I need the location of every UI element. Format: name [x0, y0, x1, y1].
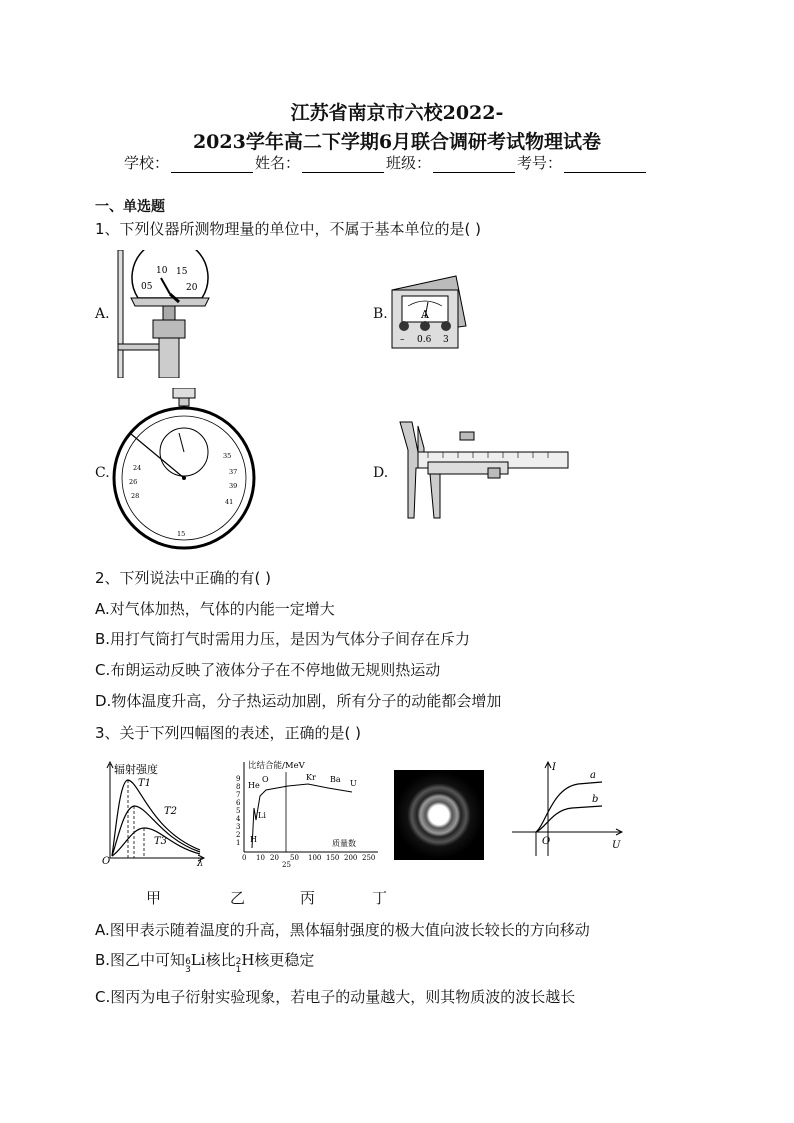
fig2-he: He: [248, 781, 260, 790]
fig4-origin: O: [542, 836, 551, 847]
fig-label-yi: 乙: [230, 889, 246, 907]
svg-text:26: 26: [129, 478, 138, 486]
fig2-xtick: 250: [362, 854, 376, 862]
fig1-xlabel: λ: [197, 858, 204, 866]
terminal-3: 3: [443, 335, 449, 345]
fig2-xtick: 0: [242, 854, 247, 862]
fig2-xlabel: 质量数: [332, 839, 356, 848]
fig1-t1: T1: [138, 778, 152, 789]
student-info: [124, 152, 648, 173]
caliper-image: [388, 418, 572, 526]
q3-nuclide-li: Li: [190, 951, 206, 969]
fig2-xtick: 150: [326, 854, 340, 862]
fig2-xtick: 20: [270, 854, 279, 862]
fig2-ytick: 4: [236, 815, 241, 823]
fig2-xmark: 25: [282, 861, 291, 868]
fig2-ytick: 7: [236, 791, 241, 799]
fig2-ytick: 2: [236, 831, 241, 839]
fig-label-bing: 丙: [300, 889, 316, 907]
q3-stem: 3、关于下列四幅图的表述，正确的是( ): [95, 724, 362, 742]
fig2-xtick: 200: [344, 854, 358, 862]
fig2-ylabel: 比结合能/MeV: [248, 761, 305, 771]
q1-stem: 1、下列仪器所测物理量的单位中，不属于基本单位的是( ): [95, 220, 482, 238]
fig1-origin: O: [102, 856, 111, 866]
fig-label-ding: 丁: [372, 889, 388, 907]
stopwatch-image: [111, 388, 259, 550]
svg-text:39: 39: [229, 482, 238, 490]
svg-text:10: 10: [156, 266, 168, 276]
fig-label-jia: 甲: [146, 889, 162, 907]
terminal-06: 0.6: [417, 335, 432, 345]
q3-option-b-pre: B.图乙中可知: [95, 951, 186, 969]
svg-text:35: 35: [223, 452, 232, 460]
fig4-ylabel: I: [552, 762, 556, 773]
gauge-ticks: [141, 262, 142, 263]
svg-text:41: 41: [225, 498, 234, 506]
q1-label-d: D.: [373, 465, 389, 481]
fig1-t2: T2: [164, 806, 178, 817]
number-label: 考号：: [517, 154, 563, 172]
svg-text:24: 24: [133, 464, 142, 472]
fig2-o: O: [262, 775, 269, 784]
q1-label-b: B.: [373, 306, 388, 322]
binding-energy-figure: [232, 758, 380, 868]
fig2-xtick: 100: [308, 854, 322, 862]
photoelectric-figure: [512, 758, 632, 858]
fig2-ytick: 5: [236, 807, 241, 815]
fig2-ytick: 9: [236, 775, 241, 783]
fig2-u: U: [350, 779, 357, 788]
svg-text:20: 20: [186, 283, 198, 293]
svg-text:15: 15: [177, 530, 186, 538]
section-heading: 一、单选题: [95, 199, 165, 215]
q1-label-c: C.: [95, 465, 110, 481]
blackbody-figure: [100, 758, 210, 866]
school-blank[interactable]: [171, 156, 253, 173]
fig2-ytick: 1: [236, 839, 241, 847]
fig2-ytick: 6: [236, 799, 241, 807]
fig4-xlabel: U: [612, 840, 621, 851]
ammeter-letter: A: [421, 308, 429, 321]
fig4-curve-a: a: [590, 770, 596, 781]
svg-text:28: 28: [131, 492, 140, 500]
q2-option-b[interactable]: B.用打气筒打气时需用力压，是因为气体分子间存在斥力: [95, 630, 471, 648]
q3-option-b-mid: 核比: [205, 951, 236, 969]
name-blank[interactable]: [302, 156, 384, 173]
fig2-li: Li: [258, 811, 266, 820]
name-label: 姓名：: [255, 154, 301, 172]
svg-text:05: 05: [141, 282, 153, 292]
fig1-ylabel: 辐射强度: [114, 763, 158, 776]
terminal-minus: –: [400, 335, 405, 345]
electron-diffraction-photo: [394, 770, 484, 860]
q3-option-b[interactable]: B.图乙中可知6 3Li核比2 1H核更稳定: [95, 951, 315, 975]
title-line-1: 江苏省南京市六校2022-: [290, 102, 504, 124]
q3-nuclide-h: H: [241, 951, 255, 969]
q1-label-a: A.: [95, 306, 110, 322]
svg-text:37: 37: [229, 468, 238, 476]
school-label: 学校：: [124, 154, 170, 172]
fig2-ytick: 8: [236, 783, 241, 791]
q2-stem: 2、下列说法中正确的有( ): [95, 569, 272, 587]
fig2-xtick: 10: [256, 854, 265, 862]
fig2-kr: Kr: [306, 773, 316, 782]
q2-option-c[interactable]: C.布朗运动反映了液体分子在不停地做无规则热运动: [95, 661, 441, 679]
fig4-curve-b: b: [592, 794, 599, 805]
fig1-t3: T3: [154, 836, 168, 847]
q3-option-a[interactable]: A.图甲表示随着温度的升高，黑体辐射强度的极大值向波长较长的方向移动: [95, 921, 590, 939]
q3-option-b-post: 核更稳定: [254, 951, 315, 969]
q3-option-c[interactable]: C.图丙为电子衍射实验现象，若电子的动量越大，则其物质波的波长越长: [95, 988, 576, 1006]
class-label: 班级：: [386, 154, 432, 172]
q2-option-a[interactable]: A.对气体加热，气体的内能一定增大: [95, 600, 335, 618]
number-blank[interactable]: [564, 156, 646, 173]
fig2-h: H: [250, 835, 257, 844]
title-line-2: 2023学年高二下学期6月联合调研考试物理试卷: [192, 131, 602, 153]
ammeter-image: [388, 270, 468, 352]
class-blank[interactable]: [433, 156, 515, 173]
fig2-ytick: 3: [236, 823, 241, 831]
svg-text:15: 15: [176, 267, 188, 277]
q2-option-d[interactable]: D.物体温度升高，分子热运动加剧，所有分子的动能都会增加: [95, 692, 502, 710]
fig2-ba: Ba: [330, 775, 341, 784]
dial-gauge-image: [113, 250, 213, 378]
fig2-xtick: 50: [290, 854, 299, 862]
